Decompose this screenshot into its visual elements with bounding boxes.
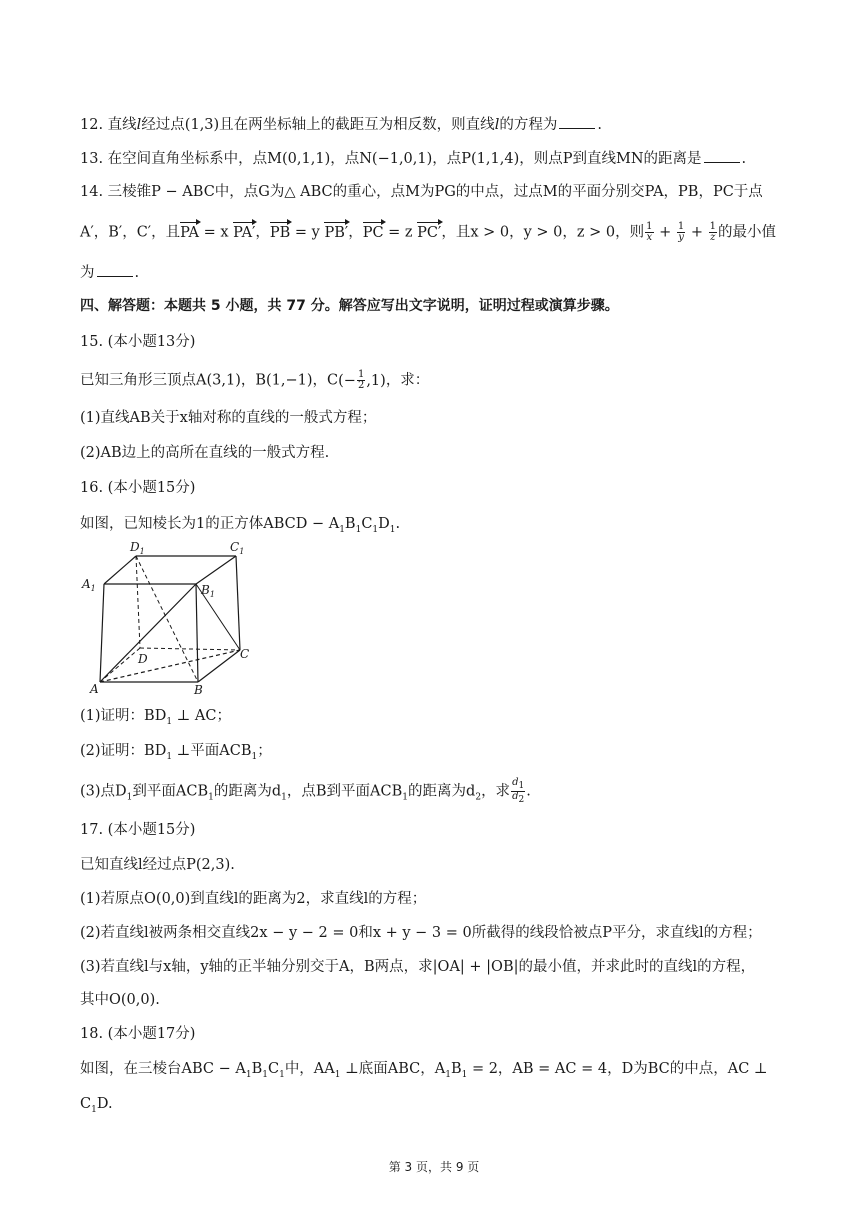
q16-stem: 如图，已知棱长为1的正方体ABCD − $A_1B_1C_1D_1$. — [80, 516, 401, 535]
q16-p2-tail: ⊥平面ACB — [172, 743, 252, 759]
edge-bb1 — [196, 584, 198, 682]
label-b1: $B_1$ — [201, 583, 215, 599]
q13-end: . — [741, 151, 747, 167]
edge-dd1 — [136, 556, 140, 648]
q16-p3-c: 的距离为d — [213, 783, 282, 800]
edge-dc — [140, 648, 240, 650]
vector-pc-prime: PC′ — [417, 224, 442, 241]
q15-stem-b: ，求： — [385, 372, 430, 389]
q15-stem-a: 已知三角形三顶点A(3,1)，B(1,−1)，C — [80, 372, 339, 389]
q17-part-3: (3)若直线l与x轴，y轴的正半轴分别交于A，B两点，求|OA| + |OB|的最小值，并求此时的直线l的方程， — [80, 959, 756, 975]
question-14-line2: A′，B′，C′，且PA = x PA′，PB = y PB′，PC = z PC′，且x > 0，y > 0，z > 0，则 $\frac{1}{x}$ + $\frac{1}{y}$ + $\frac{1}{z}$ 的最小值 — [80, 221, 776, 243]
vector-pc: PC — [362, 224, 384, 241]
edge-aa1 — [100, 584, 104, 682]
q18-header: 18. (本小题17分) — [80, 1026, 196, 1042]
q16-p3-b: 到平面ACB — [132, 783, 209, 800]
edge-a1d1 — [104, 556, 136, 584]
cube-figure — [80, 536, 260, 696]
label-c: C — [240, 647, 250, 661]
q16-part-2: (2)证明：$BD_1$ ⊥平面$ACB_1$； — [80, 743, 272, 762]
label-a: A — [90, 682, 99, 696]
fraction-d1-d2: $\frac{d_1}{d_2}$ — [512, 777, 525, 805]
q16-p3-f: ，求 — [481, 783, 511, 800]
question-12: 12. 直线l经过点(1,3)且在两坐标轴上的截距互为相反数，则直线l的方程为 . — [80, 114, 602, 135]
q17-part-1: (1)若原点O(0,0)到直线l的距离为2，求直线l的方程； — [80, 891, 427, 907]
question-14-line3 — [80, 262, 139, 283]
vector-pb-prime: PB′ — [324, 224, 349, 241]
q18-stem-d: = 2，AB = AC = 4，D为BC的中点，AC ⊥ — [467, 1061, 768, 1077]
q18-stem-cont: $C_1D$. — [80, 1096, 113, 1115]
q18-stem-c: ⊥底面ABC，A — [340, 1061, 446, 1077]
q18-stem2-b: D. — [96, 1096, 113, 1112]
q16-header: 16. (本小题15分) — [80, 480, 196, 496]
answer-blank — [559, 114, 595, 129]
label-a1: $A_1$ — [82, 577, 96, 593]
vector-pb: PB — [269, 224, 291, 241]
edge-cc1 — [236, 556, 240, 650]
q15-header: 15. (本小题13分) — [80, 334, 196, 350]
label-b: B — [194, 683, 203, 696]
q12-text-b: 经过点(1,3)且在两坐标轴上的截距互为相反数，则直线 — [141, 117, 495, 133]
q15-part-1: (1)直线AB关于x轴对称的直线的一般式方程； — [80, 410, 377, 426]
fraction-1-x: $\frac{1}{x}$ — [646, 221, 653, 243]
q14-text-b: A′，B′，C′，且 — [80, 224, 181, 241]
fraction-1-y: $\frac{1}{y}$ — [677, 221, 685, 243]
q12-text-a: 12. 直线 — [80, 117, 137, 133]
q16-p1-text: (1)证明：BD — [80, 708, 167, 724]
q14-text-d: 的最小值 — [718, 224, 776, 241]
fraction-1-z: $\frac{1}{z}$ — [709, 221, 716, 243]
q15-stem — [80, 370, 429, 391]
edge-ab1 — [100, 584, 196, 682]
edge-ad — [100, 648, 140, 682]
q14-sep2: ， — [348, 224, 363, 241]
q14-eq3: = z — [383, 224, 418, 241]
q16-stem-text: 如图，已知棱长为1的正方体ABCD − A — [80, 516, 340, 532]
q16-p3-d: ，点B到平面ACB — [286, 783, 403, 800]
q18-stem: 如图，在三棱台ABC − $A_1B_1C_1$中，$AA_1$ ⊥底面ABC，$A_1B_1 = 2$，AB = AC = 4，D为BC的中点，AC ⊥ — [80, 1061, 768, 1080]
label-d: D — [138, 652, 148, 666]
page-footer: 第 3 页，共 9 页 — [388, 1160, 480, 1174]
q14-text-e: 为 — [80, 265, 95, 281]
q14-text-a: 14. 三棱锥P − ABC中，点G为△ ABC的重心，点M为PG的中点，过点M的平面分别交PA，PB，PC于点 — [80, 184, 763, 200]
q16-p1-tail: ⊥ AC； — [172, 708, 231, 724]
q16-p3-a: (3)点D — [80, 783, 127, 800]
q16-p2-text: (2)证明：BD — [80, 743, 167, 759]
q14-end: . — [134, 265, 140, 281]
q15-part-2: (2)AB边上的高所在直线的一般式方程. — [80, 445, 330, 461]
q16-part-3: (3)点$D_1$到平面$ACB_1$的距离为$d_1$，点B到平面$ACB_1$的距离为$d_2$，求 $\frac{d_1}{d_2}$ . — [80, 777, 531, 805]
answer-blank — [704, 148, 740, 163]
q18-stem2-a: C — [80, 1096, 92, 1112]
q17-part-2: (2)若直线l被两条相交直线2x − y − 2 = 0和x + y − 3 = 0所截得的线段恰被点P平分，求直线l的方程； — [80, 925, 762, 941]
label-c1: $C_1$ — [230, 540, 245, 556]
q14-text-c: ，且x > 0，y > 0，z > 0，则 — [441, 224, 645, 241]
vector-pa: PA — [180, 224, 200, 241]
q17-part-3-cont: 其中O(0,0). — [80, 992, 160, 1008]
q17-stem: 已知直线l经过点P(2,3). — [80, 857, 235, 873]
edge-b1c1 — [196, 556, 236, 584]
q16-p3-e: 的距离为d — [408, 783, 476, 800]
q14-eq2: = y — [290, 224, 325, 241]
point-c-coords: (− $\frac{1}{2}$ ,1) — [338, 369, 386, 391]
q12-end: . — [597, 117, 602, 133]
question-14-line1 — [80, 182, 763, 202]
q18-stem-b: 中，AA — [284, 1061, 335, 1077]
question-13 — [80, 148, 746, 169]
section-heading: 四、解答题：本题共 5 小题，共 77 分。解答应写出文字说明，证明过程或演算步骤。 — [80, 298, 619, 314]
q17-header: 17. (本小题15分) — [80, 822, 196, 838]
q16-part-1: (1)证明：$BD_1$ ⊥ AC； — [80, 708, 231, 727]
vector-pa-prime: PA′ — [233, 224, 256, 241]
q13-text: 13. 在空间直角坐标系中，点M(0,1,1)，点N(−1,0,1)，点P(1,1,4)，则点P到直线MN的距离是 — [80, 151, 702, 167]
q14-eq1: = x — [199, 224, 234, 241]
q14-sep1: ， — [255, 224, 270, 241]
label-d1: $D_1$ — [130, 540, 145, 556]
q18-stem-a: 如图，在三棱台ABC − A — [80, 1061, 246, 1077]
q12-text-c: 的方程为 — [499, 117, 558, 133]
answer-blank — [97, 262, 133, 277]
